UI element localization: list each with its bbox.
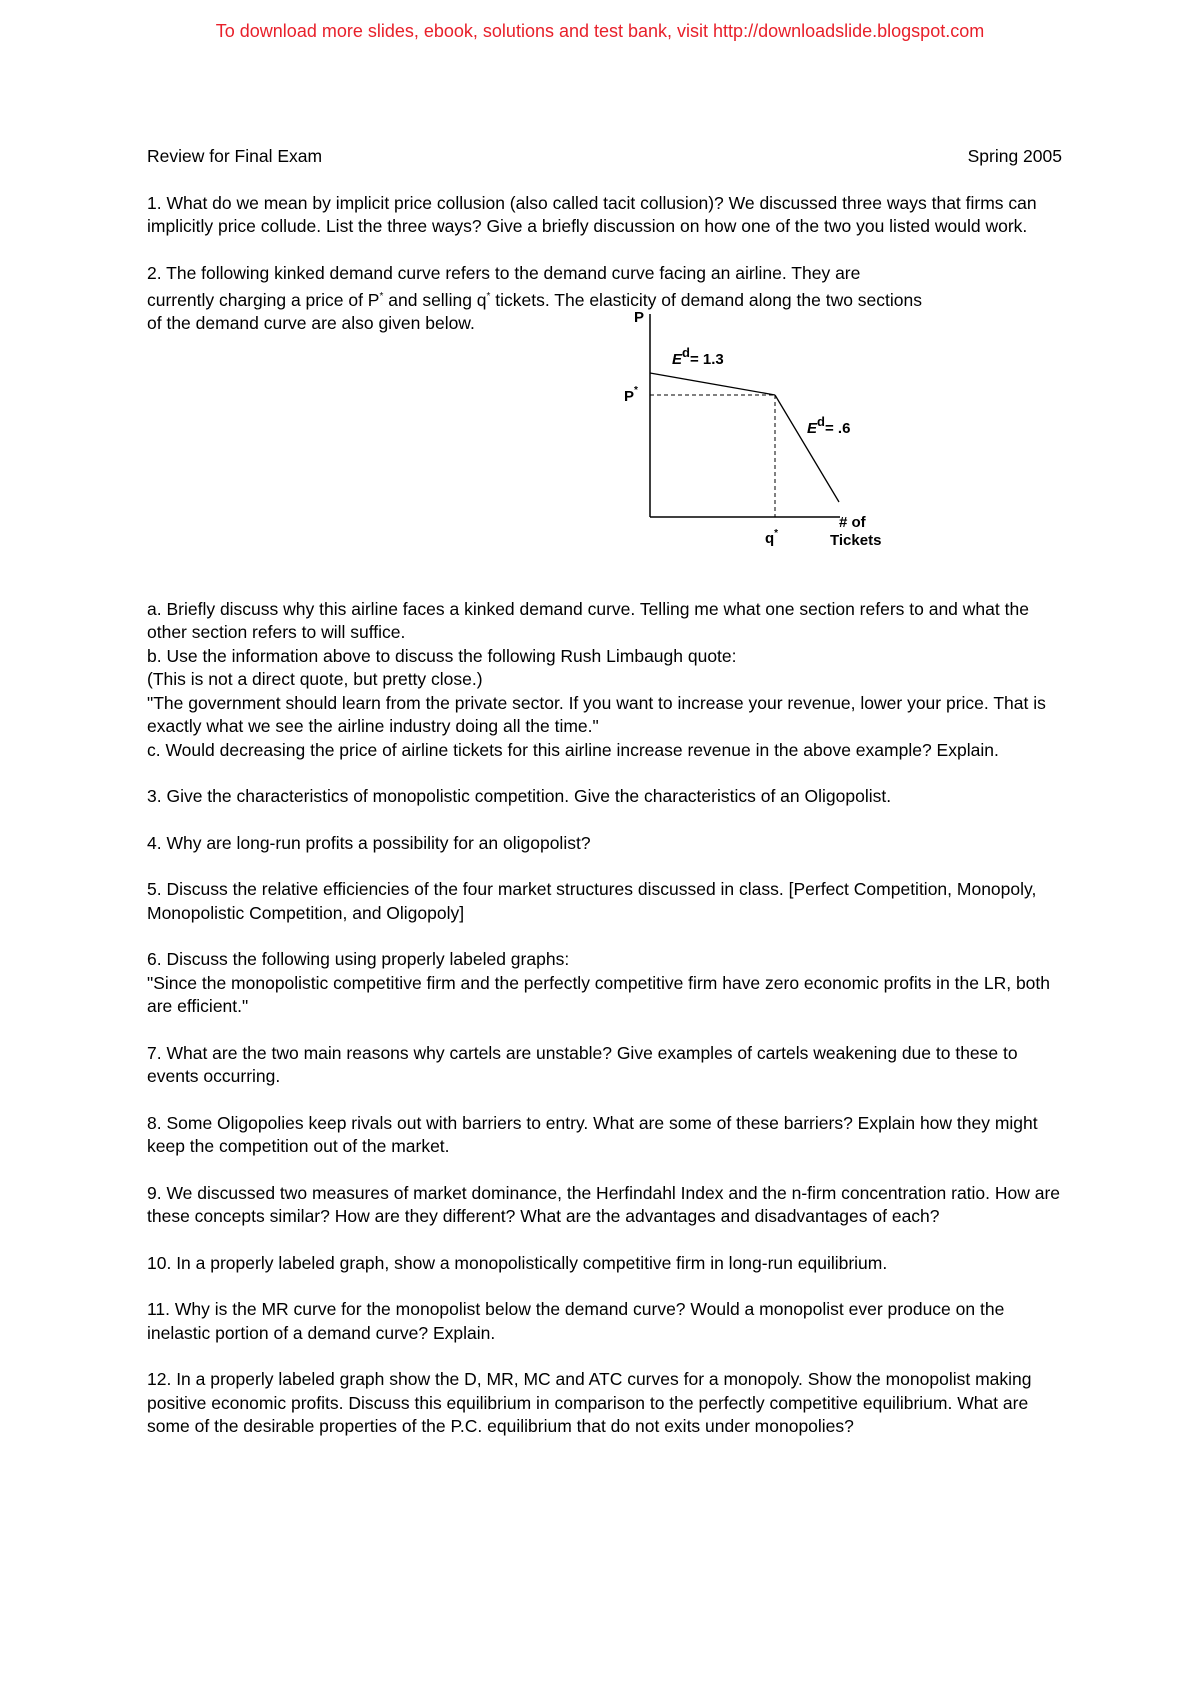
download-banner: To download more slides, ebook, solutions and test bank, visit http://downloadslide.blogspot.com: [215, 21, 985, 41]
question-2-line-1: 2. The following kinked demand curve refers to the demand curve facing an airline. They are: [147, 262, 861, 283]
question-6-prompt: 6. Discuss the following using properly labeled graphs:: [147, 949, 570, 970]
x-axis-label-line-1: # of: [839, 513, 866, 531]
elastic-demand-segment: [650, 373, 775, 395]
exam-title: Review for Final Exam: [147, 146, 323, 166]
quantity-star-label: q*: [765, 527, 779, 547]
question-5: 5. Discuss the relative efficiencies of the four market structures discussed in class. [Perfect Competition, Monopoly, Monopolistic Competition, and Oligopoly]: [147, 879, 1037, 923]
question-6: [147, 948, 1062, 1019]
price-star-label: P*: [624, 384, 638, 405]
question-8: 8. Some Oligopolies keep rivals out with barriers to entry. What are some of these barriers? Explain how they might keep the competition out of the market.: [147, 1112, 1038, 1157]
kinked-demand-graph: [147, 308, 1062, 570]
x-axis-label-line-2: Tickets: [830, 531, 882, 549]
inelastic-label: Ed= .6: [807, 413, 851, 437]
question-2b: b. Use the information above to discuss the following Rush Limbaugh quote:: [147, 645, 737, 666]
elastic-label: Ed= 1.3: [672, 344, 724, 368]
question-7: 7. What are the two main reasons why cartels are unstable? Give examples of cartels weakening due to these to events occurring.: [147, 1042, 1018, 1087]
question-2c: c. Would decreasing the price of airline tickets for this airline increase revenue in the above example? Explain.: [147, 739, 999, 760]
question-11: 11. Why is the MR curve for the monopolist below the demand curve? Would a monopolist ever produce on the inelastic portion of a demand curve? Explain.: [147, 1299, 1005, 1343]
question-2b-note: (This is not a direct quote, but pretty close.): [147, 669, 483, 690]
exam-document: [147, 145, 1062, 1439]
exam-term: Spring 2005: [967, 146, 1062, 166]
question-2-line-2: currently charging a price of P* and selling q* tickets. The elasticity of demand along the two sections: [147, 289, 923, 310]
question-12: 12. In a properly labeled graph show the D, MR, MC and ATC curves for a monopoly. Show the monopolist making positive economic profits. Discuss this equilibrium in comparison to the perfectly competitive equilibrium. What are some of the desirable properties of the P.C. equilibrium that do not exits under monopolies?: [147, 1369, 1032, 1437]
question-4: 4. Why are long-run profits a possibility for an oligopolist?: [147, 832, 591, 853]
question-2b-quote: "The government should learn from the private sector. If you want to increase your revenue, lower your price. That is exactly what we see the airline industry doing all the time.": [147, 692, 1046, 737]
question-10: 10. In a properly labeled graph, show a monopolistically competitive firm in long-run equilibrium.: [147, 1252, 888, 1273]
question-2: [147, 262, 1062, 763]
y-axis-label: P: [634, 308, 645, 326]
question-3: 3. Give the characteristics of monopolistic competition. Give the characteristics of an Oligopolist.: [147, 786, 892, 807]
document-header: [147, 145, 1062, 169]
question-9: 9. We discussed two measures of market dominance, the Herfindahl Index and the n-firm concentration ratio. How are these concepts similar? How are they different? What are the advantages and disadvantages of each?: [147, 1182, 1061, 1227]
question-6-quote: "Since the monopolistic competitive firm and the perfectly competitive firm have zero economic profits in the LR, both are efficient.": [147, 972, 1051, 1017]
question-2a: a. Briefly discuss why this airline faces a kinked demand curve. Telling me what one section refers to and what the other section refers to will suffice.: [147, 598, 1029, 643]
inelastic-demand-segment: [775, 395, 839, 502]
question-1: 1. What do we mean by implicit price collusion (also called tacit collusion)? We discussed three ways that firms can implicitly price collude. List the three ways? Give a briefly discussion on how one of the two you listed would work.: [147, 192, 1037, 236]
question-2-line-3: of the demand curve are also given below.: [147, 313, 475, 334]
